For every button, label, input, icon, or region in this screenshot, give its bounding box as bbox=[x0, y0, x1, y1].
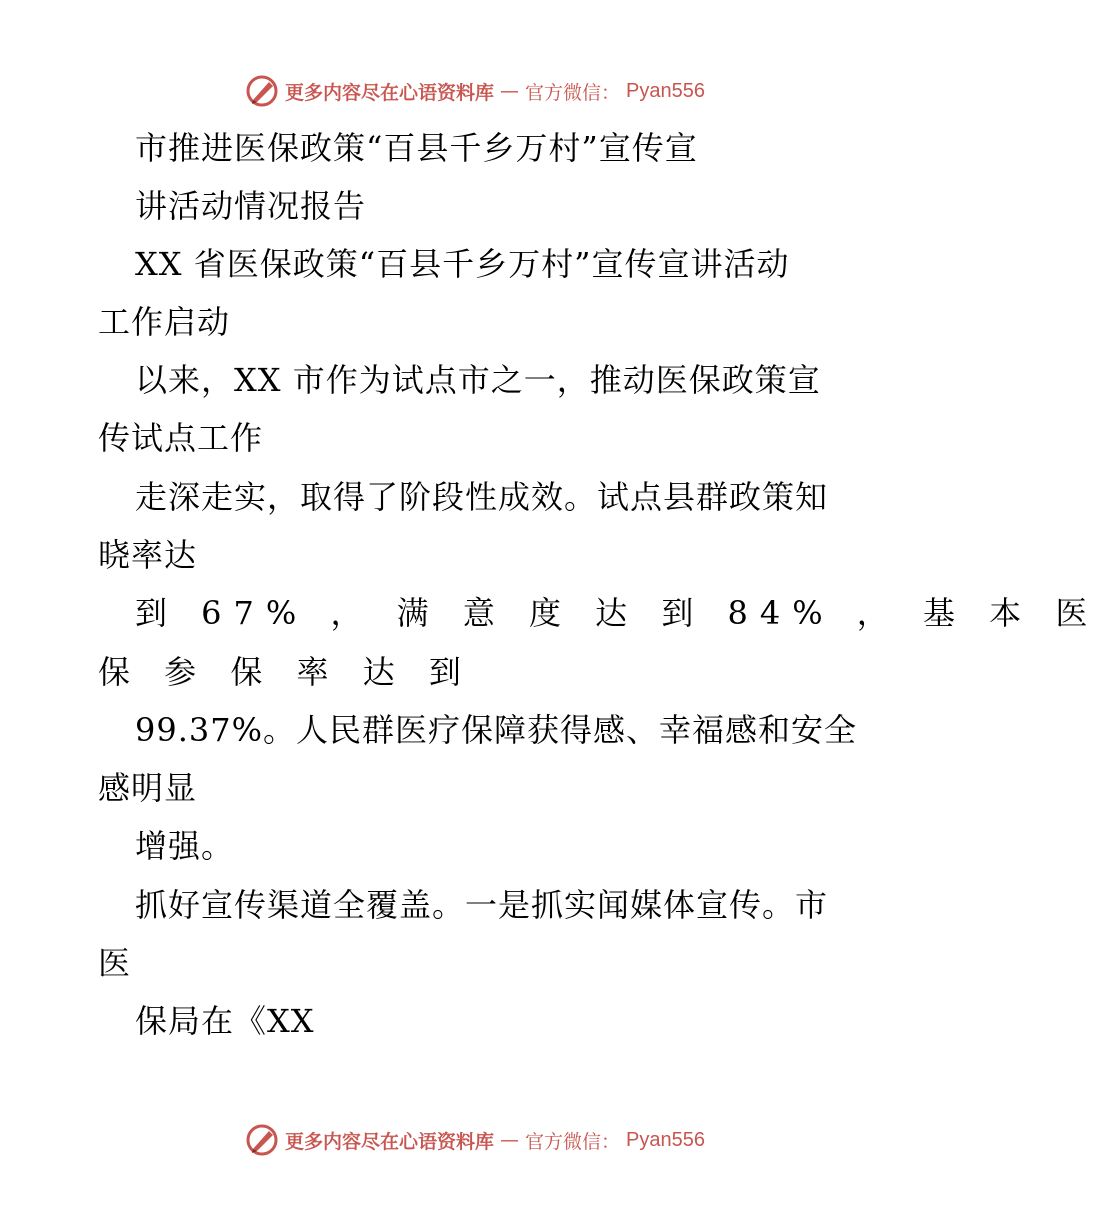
banner-wechat-label: 官方微信： bbox=[525, 81, 621, 104]
doc-line-12: 感明显 bbox=[98, 769, 198, 807]
banner-wechat-id: Pyan556 bbox=[626, 79, 705, 102]
banner-text: 更多内容尽在心语资料库 bbox=[285, 81, 495, 104]
header-banner-inner bbox=[245, 74, 705, 108]
doc-line-4: 工作启动 bbox=[98, 303, 231, 341]
doc-line-14: 抓好宣传渠道全覆盖。一是抓实闻媒体宣传。市 bbox=[135, 886, 829, 924]
doc-line-16: 保局在《XX bbox=[135, 1002, 315, 1040]
doc-line-3: XX 省医保政策“百县千乡万村”宣传宣讲活动 bbox=[135, 245, 790, 283]
banner-wechat-label: 官方微信： bbox=[525, 1130, 621, 1153]
doc-line-6: 传试点工作 bbox=[98, 419, 264, 457]
footer-banner bbox=[0, 1120, 950, 1160]
doc-line-9: 到 67% ， 满 意 度 达 到 84% ， 基 本 医 bbox=[135, 594, 1099, 632]
banner-dash: — bbox=[500, 80, 520, 102]
doc-line-5: 以来，XX 市作为试点市之一，推动医保政策宣 bbox=[135, 361, 821, 399]
doc-line-15: 医 bbox=[98, 944, 132, 982]
pen-logo-icon bbox=[245, 74, 279, 108]
doc-line-11: 99.37%。人民群医疗保障获得感、幸福感和安全 bbox=[135, 711, 858, 749]
doc-line-13: 增强。 bbox=[135, 827, 235, 865]
pen-logo-icon bbox=[245, 1123, 279, 1157]
header-banner bbox=[0, 71, 950, 111]
doc-line-1: 市推进医保政策“百县千乡万村”宣传宣 bbox=[135, 129, 698, 167]
doc-line-10: 保 参 保 率 达 到 bbox=[98, 653, 473, 691]
footer-banner-inner bbox=[245, 1123, 705, 1157]
banner-dash: — bbox=[500, 1129, 520, 1151]
doc-line-2: 讲活动情况报告 bbox=[135, 187, 367, 225]
doc-line-8: 晓率达 bbox=[98, 536, 198, 574]
banner-wechat-id: Pyan556 bbox=[626, 1128, 705, 1151]
doc-line-7: 走深走实，取得了阶段性成效。试点县群政策知 bbox=[135, 478, 829, 516]
banner-text: 更多内容尽在心语资料库 bbox=[285, 1130, 495, 1153]
